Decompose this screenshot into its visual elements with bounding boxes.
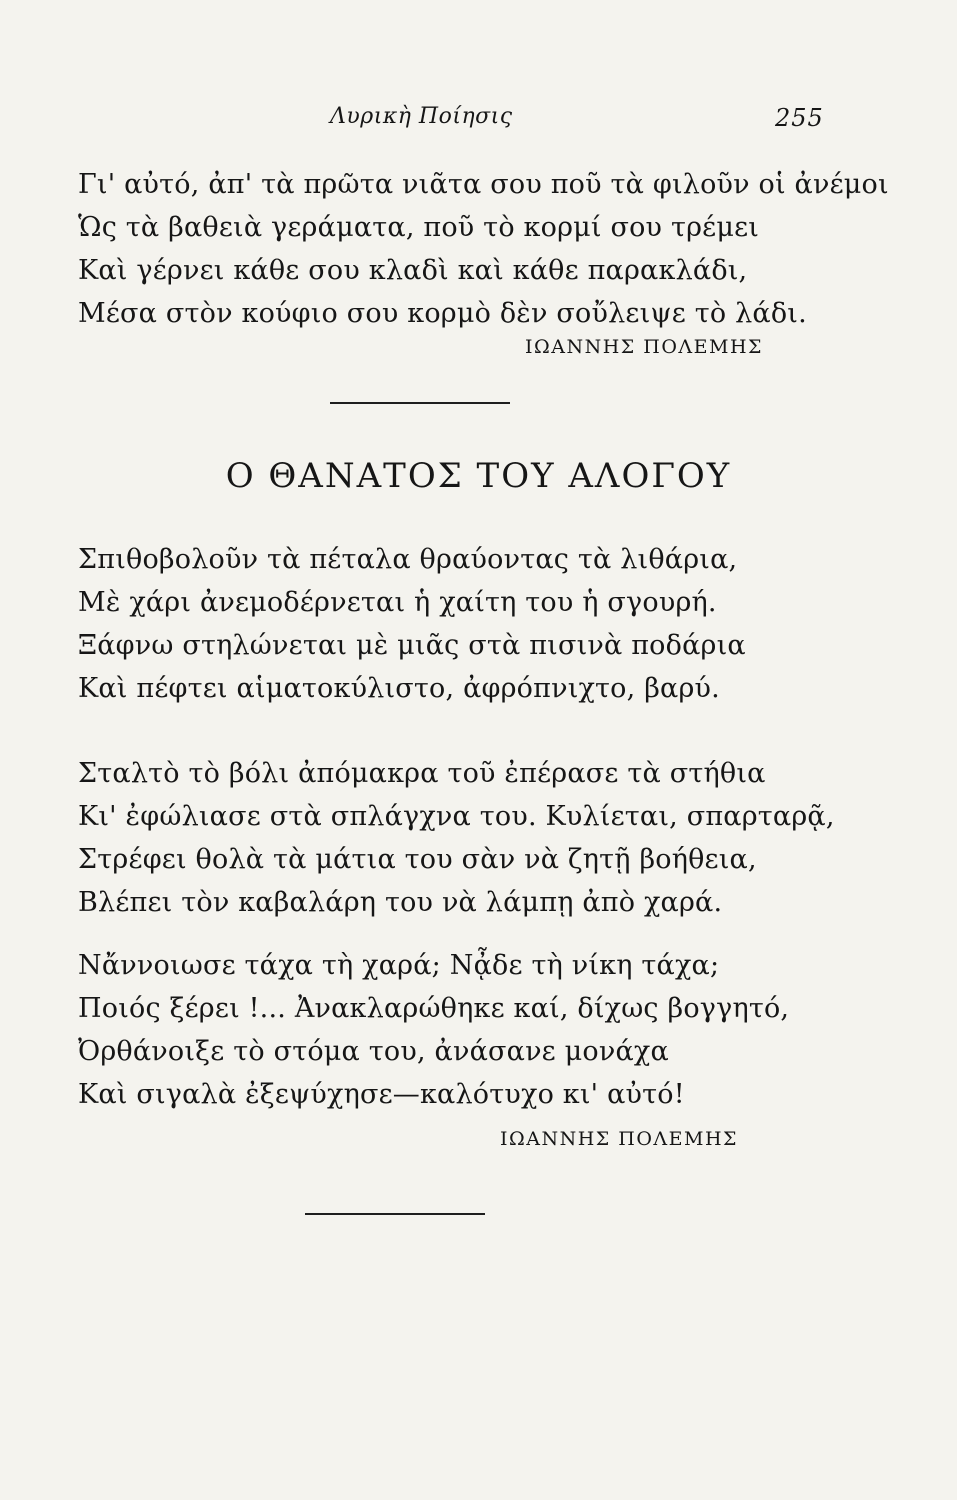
poem2-stanza-2 — [78, 752, 858, 924]
separator-rule — [305, 1213, 485, 1215]
verse-line: Ξάφνω στηλώνεται μὲ μιᾶς στὰ πισινὰ ποδάρια — [78, 630, 746, 661]
verse-line: Νἄννοιωσε τάχα τὴ χαρά; Νᾆδε τὴ νίκη τάχα; — [78, 950, 720, 981]
verse-line: Σταλτὸ τὸ βόλι ἀπόμακρα τοῦ ἐπέρασε τὰ στήθια — [78, 758, 766, 789]
poem-title: Ο ΘΑΝΑΤΟΣ ΤΟΥ ΑΛΟΓΟΥ — [225, 456, 732, 496]
verse-line: Βλέπει τὸν καβαλάρη του νὰ λάμπῃ ἀπὸ χαρά. — [78, 887, 723, 918]
poem1-author: ΙΩΑΝΝΗΣ ΠΟΛΕΜΗΣ — [525, 336, 763, 358]
verse-line: Καὶ σιγαλὰ ἐξεψύχησε—καλότυχο κι' αὐτό! — [78, 1079, 685, 1110]
verse-line: Ὀρθάνοιξε τὸ στόμα του, ἀνάσανε μονάχα — [78, 1036, 669, 1067]
verse-line: Μέσα στὸν κούφιο σου κορμὸ δὲν σοὔλειψε τὸ λάδι. — [78, 298, 807, 329]
verse-line: Ποιός ξέρει !... Ἀνακλαρώθηκε καί, δίχως βογγητό, — [78, 993, 790, 1024]
verse-line: Καὶ γέρνει κάθε σου κλαδὶ καὶ κάθε παρακλάδι, — [78, 255, 748, 286]
verse-line: Ὡς τὰ βαθειὰ γεράματα, ποῦ τὸ κορμί σου τρέμει — [78, 212, 760, 243]
poem2-stanza-3 — [78, 944, 858, 1116]
poem2-author: ΙΩΑΝΝΗΣ ΠΟΛΕΜΗΣ — [500, 1128, 738, 1150]
verse-line: Γι' αὐτό, ἀπ' τὰ πρῶτα νιᾶτα σου ποῦ τὰ φιλοῦν οἱ ἀνέμοι — [78, 169, 889, 200]
verse-line: Καὶ πέφτει αἱματοκύλιστο, ἀφρόπνιχτο, βαρύ. — [78, 673, 720, 704]
poem1-stanza — [78, 163, 889, 335]
poem2-stanza-1 — [78, 538, 858, 710]
separator-rule — [330, 402, 510, 404]
verse-line: Στρέφει θολὰ τὰ μάτια του σὰν νὰ ζητῇ βοήθεια, — [78, 844, 757, 875]
page-number: 255 — [775, 104, 824, 132]
verse-line: Κι' ἐφώλιασε στὰ σπλάγχνα του. Κυλίεται, σπαρταρᾷ, — [78, 801, 835, 832]
verse-line: Μὲ χάρι ἀνεμοδέρνεται ἡ χαίτη του ἡ σγουρή. — [78, 587, 717, 618]
verse-line: Σπιθοβολοῦν τὰ πέταλα θραύοντας τὰ λιθάρια, — [78, 544, 738, 575]
running-title: Λυρικὴ Ποίησις — [330, 104, 513, 129]
